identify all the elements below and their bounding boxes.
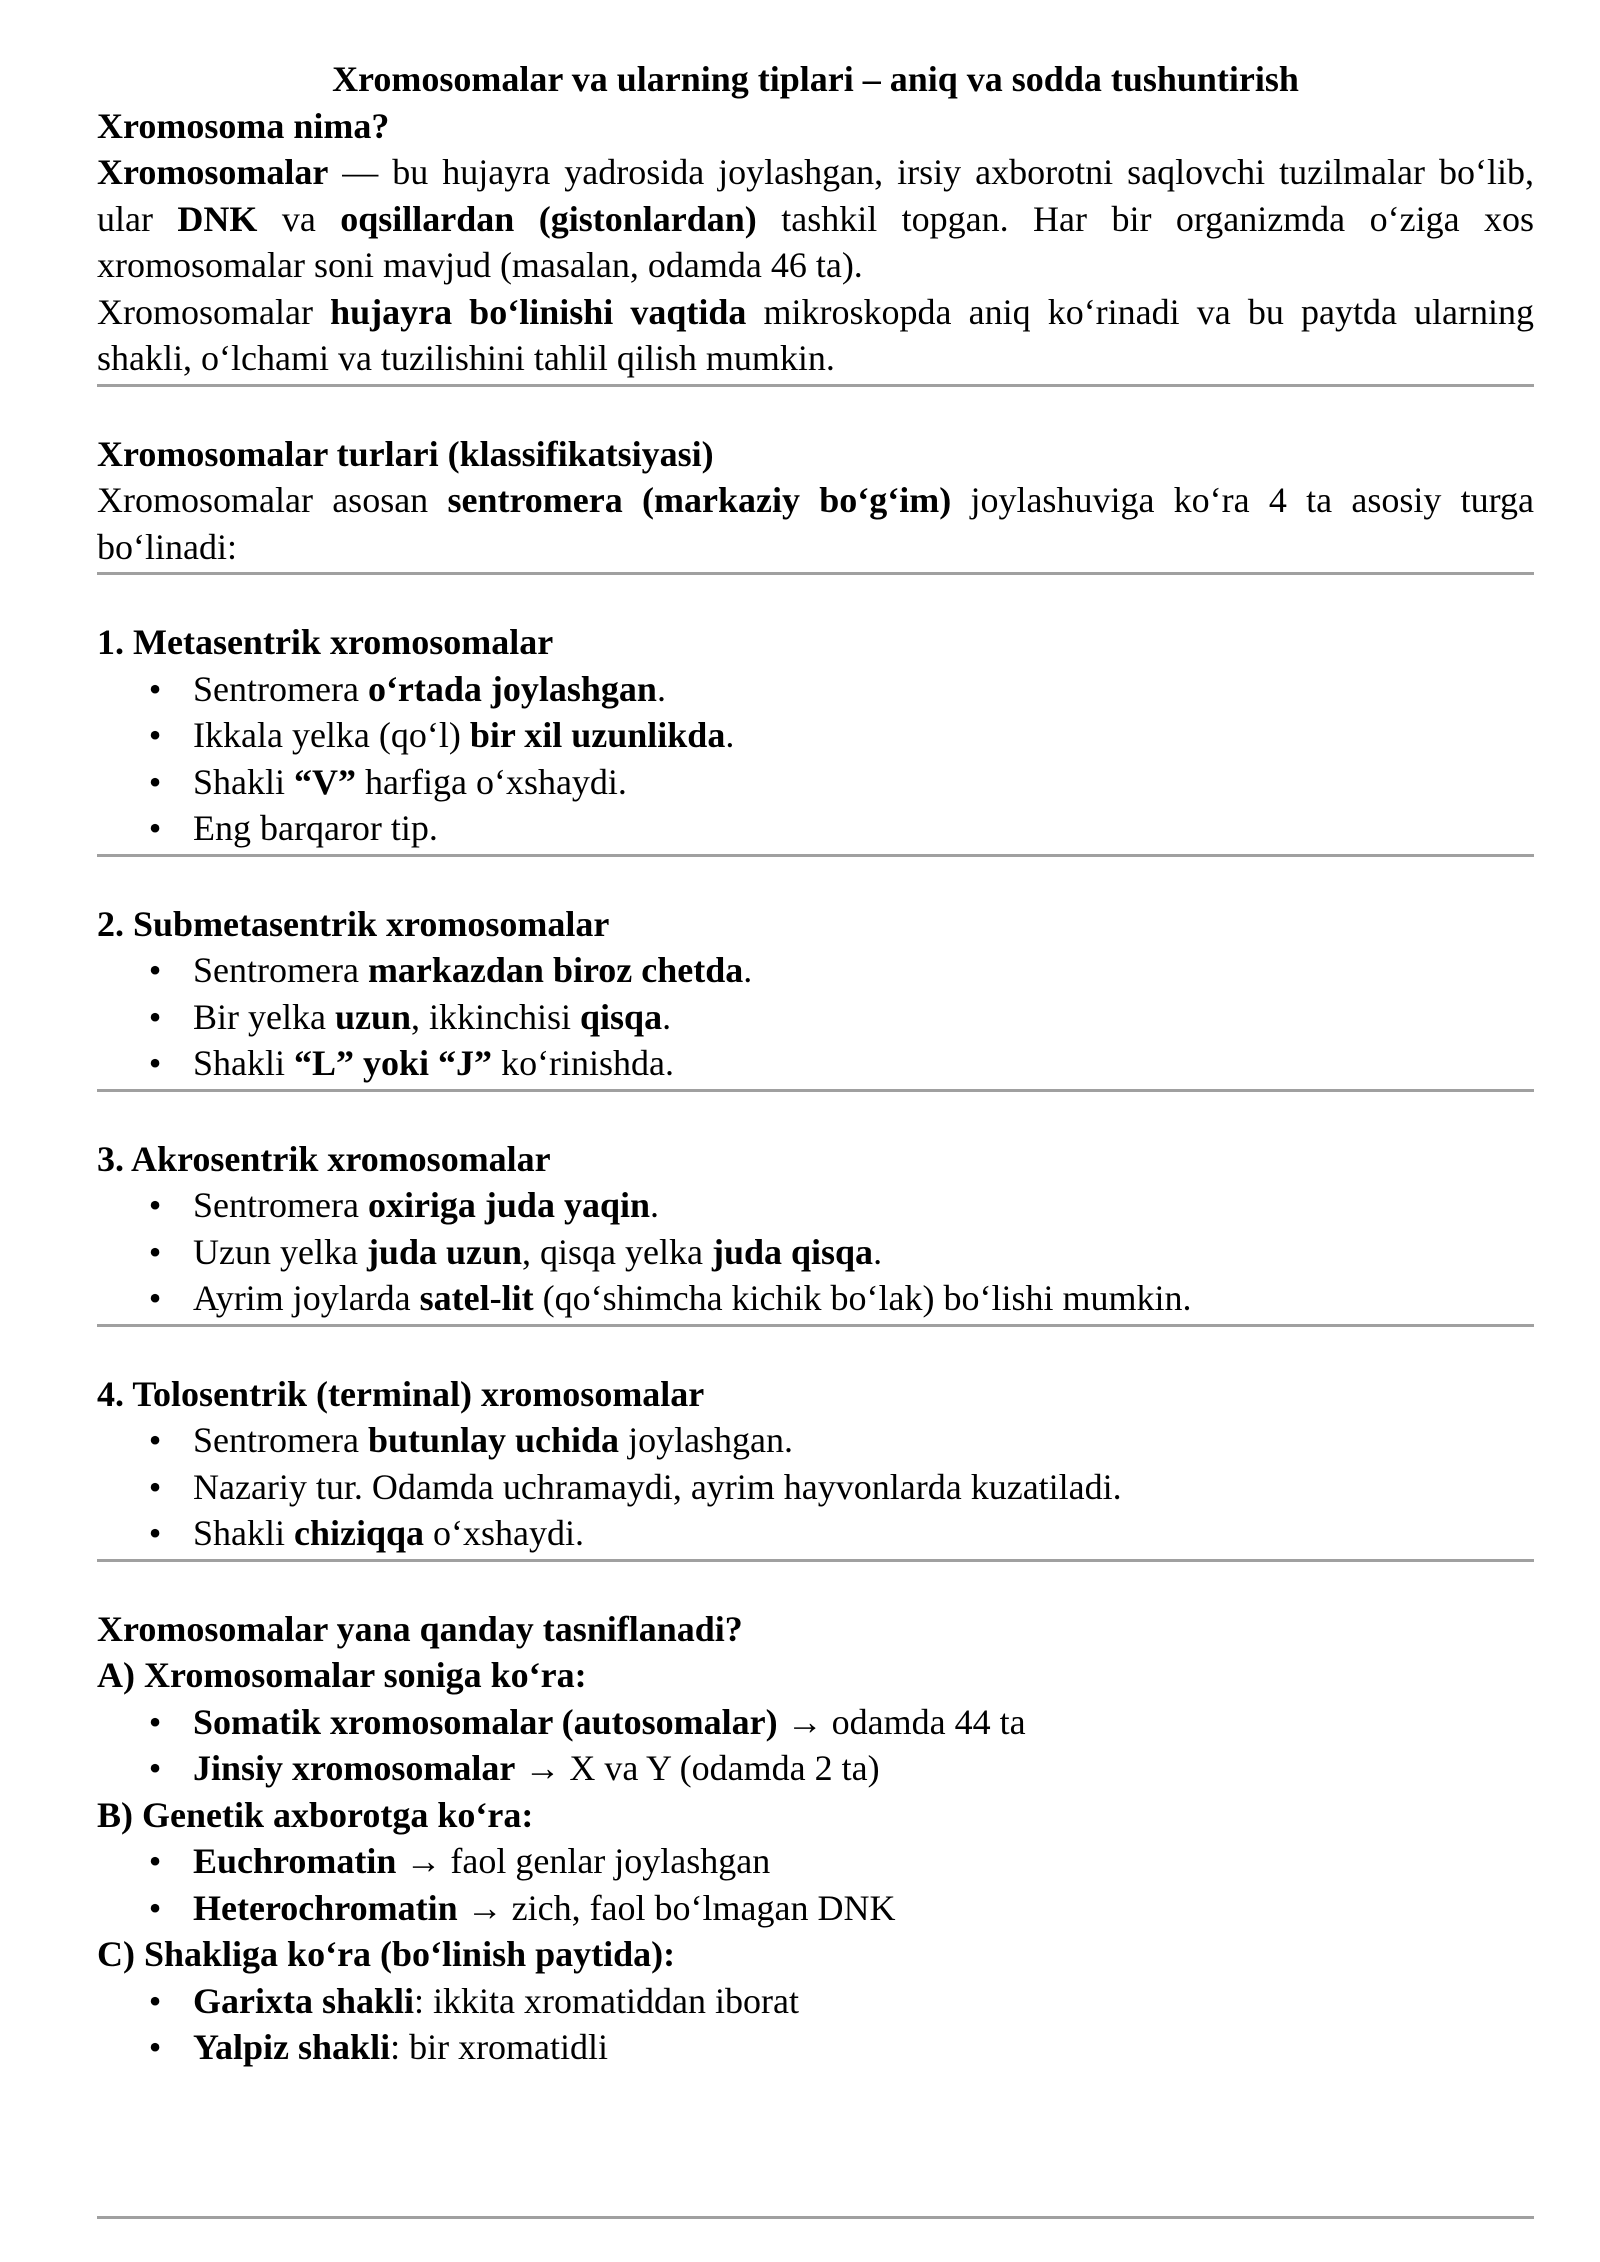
document-title: Xromosomalar va ularning tiplari – aniq va sodda tushuntirish [332,59,1299,99]
bullet-icon: • [148,1748,162,1788]
list-item [145,1510,1534,1557]
text-run: (qo‘shimcha kichik bo‘lak) bo‘lishi mumkin. [533,1278,1192,1318]
bullet-icon: • [148,1887,162,1928]
text-run: : ikkita xromatiddan iborat [414,1980,799,2021]
text-run: Sentromera [193,1185,368,1225]
text-run: harfiga o‘xshaydi. [356,761,627,802]
bullet-list [97,666,1534,852]
bold-term: Garixta shakli [193,1980,415,2021]
list-item [145,1838,1534,1885]
intro-paragraph-1 [97,149,1534,289]
document-content [97,56,1534,2071]
list-item [145,1275,1534,1322]
text-run: — bu hujayra yadrosida joylashgan, irsiy axborotni saqlovchi tuzilmalar bo‘lib, ular [97,152,1534,239]
spacer [97,575,1534,619]
text-run: → zich, faol bo‘lmagan DNK [457,1887,896,1928]
bullet-list [97,1417,1534,1557]
list-item [145,994,1534,1041]
text-run: Sentromera [193,1420,368,1460]
text-run: , qisqa yelka [522,1231,712,1272]
intro-heading: Xromosoma nima? [97,105,390,146]
types-heading: Xromosomalar turlari (klassifikatsiyasi) [97,433,714,474]
text-run: tashkil topgan. Har bir organizmda o‘ziga xos xromosomalar soni mavjud (masalan, odamda 46 ta). [97,198,1534,285]
list-item [145,1464,1534,1511]
bullet-list [97,1838,1534,1931]
bold-term: Jinsiy xromosomalar [193,1748,516,1788]
bold-term: satel-lit [419,1278,534,1318]
list-item [145,1417,1534,1464]
bold-term: bir xil uzunlikda [469,715,726,755]
bold-term: Heterochromatin [193,1887,458,1928]
bullet-list [97,1699,1534,1792]
list-item [145,1745,1534,1792]
group-heading-b: B) Genetik axborotga ko‘ra: [97,1794,534,1835]
text-run: Nazariy tur. Odamda uchramaydi, ayrim hayvonlarda kuzatiladi. [193,1466,1122,1507]
text-run: ko‘rinishda. [492,1043,675,1083]
spacer [97,1562,1534,1606]
text-run: Shakli [193,1043,295,1083]
bullet-icon: • [148,668,162,709]
text-run: . [743,950,753,990]
list-item [145,759,1534,806]
bullet-list [97,1978,1534,2071]
bullet-icon: • [148,1278,162,1318]
bullet-list [97,947,1534,1087]
bold-term: o‘rtada joylashgan [367,668,657,709]
bullet-icon: • [148,1980,162,2021]
bold-term: juda uzun [366,1231,523,1272]
bold-term: oqsillardan (gistonlardan) [340,198,757,239]
spacer [97,1092,1534,1136]
text-run: va [257,198,341,239]
spacer [97,857,1534,901]
text-run: . [662,996,672,1037]
bullet-icon: • [148,1043,162,1083]
text-run: → odamda 44 ta [777,1701,1026,1742]
text-run: o‘xshaydi. [424,1513,585,1553]
text-run: . [650,1185,659,1225]
bullet-icon: • [148,950,162,990]
bullet-icon: • [148,1420,162,1460]
bullet-icon: • [148,1841,162,1881]
section-heading-tolosentrik: 4. Tolosentrik (terminal) xromosomalar [97,1373,705,1414]
text-run: Xromosomalar asosan [97,480,448,520]
text-run: . [656,668,666,709]
text-run: → X va Y (odamda 2 ta) [515,1748,880,1788]
bold-term: qisqa [580,996,663,1037]
text-run: Shakli [193,761,295,802]
text-run: mikroskopda aniq ko‘rinadi va bu paytda ularning shakli, o‘lchami va tuzilishini tahlil qilish mumkin. [97,291,1534,378]
text-run: Uzun yelka [193,1231,367,1272]
bold-term: uzun [334,996,412,1037]
bold-term: Yalpiz shakli [193,2027,391,2067]
text-run: Xromosomalar [97,291,331,332]
intro-paragraph-2 [97,289,1534,382]
list-item [145,1699,1534,1746]
bold-term: chiziqqa [294,1513,425,1553]
text-run: : bir xromatidli [390,2027,609,2067]
bold-term: “L” yoki “J” [294,1043,493,1083]
text-run: Ayrim joylarda [193,1278,420,1318]
list-item [145,666,1534,713]
bullet-icon: • [148,1231,162,1272]
bullet-icon: • [148,2027,162,2067]
list-item [145,947,1534,994]
list-item [145,712,1534,759]
spacer [97,387,1534,431]
bullet-list [97,1182,1534,1322]
section-heading-akrosentrik: 3. Akrosentrik xromosomalar [97,1138,551,1179]
bullet-icon: • [148,1466,162,1507]
section-heading-metasentrik: 1. Metasentrik xromosomalar [97,622,554,662]
text-run: Sentromera [193,950,368,990]
list-item [145,2024,1534,2071]
text-run: . [725,715,735,755]
bold-term: DNK [177,198,258,239]
bold-term: hujayra bo‘linishi vaqtida [330,291,747,332]
bullet-icon: • [148,1185,162,1225]
bold-term: Somatik xromosomalar (autosomalar) [193,1701,778,1742]
text-run: Shakli [193,1513,295,1553]
bullet-icon: • [148,1701,162,1742]
bold-term: juda qisqa [711,1231,874,1272]
bold-term: “V” [294,761,357,802]
section-heading-submetasentrik: 2. Submetasentrik xromosomalar [97,903,610,944]
list-item [145,805,1534,852]
text-run: Sentromera [193,668,368,709]
text-run: . [873,1231,883,1272]
group-heading-c: C) Shakliga ko‘ra (bo‘linish paytida): [97,1934,676,1974]
list-item [145,1978,1534,2025]
text-run: Ikkala yelka (qo‘l) [193,715,470,755]
text-run: joylashgan. [619,1420,794,1460]
bold-term: sentromera (markaziy bo‘g‘im) [447,480,952,520]
bullet-icon: • [148,715,162,755]
text-run: Eng barqaror tip. [193,808,438,848]
text-run: → faol genlar joylashgan [396,1841,771,1881]
bold-term: Xromosomalar [97,152,329,192]
bold-term: Euchromatin [193,1841,397,1881]
text-run: joylashuviga ko‘ra 4 ta asosiy turga bo‘linadi: [97,480,1534,567]
more-heading: Xromosomalar yana qanday tasniflanadi? [97,1608,743,1649]
bullet-icon: • [148,808,162,848]
bold-term: butunlay uchida [367,1420,620,1460]
bold-term: oxiriga juda yaqin [367,1185,650,1225]
text-run: , ikkinchisi [411,996,581,1037]
bottom-divider [97,2216,1534,2219]
list-item [145,1040,1534,1087]
bullet-icon: • [148,1513,162,1553]
bullet-icon: • [148,761,162,802]
list-item [145,1885,1534,1932]
bullet-icon: • [148,996,162,1037]
list-item [145,1182,1534,1229]
text-run: Bir yelka [193,996,335,1037]
bold-term: markazdan biroz chetda [367,950,744,990]
types-paragraph [97,477,1534,570]
list-item [145,1229,1534,1276]
group-heading-a: A) Xromosomalar soniga ko‘ra: [97,1655,587,1695]
spacer [97,1327,1534,1371]
